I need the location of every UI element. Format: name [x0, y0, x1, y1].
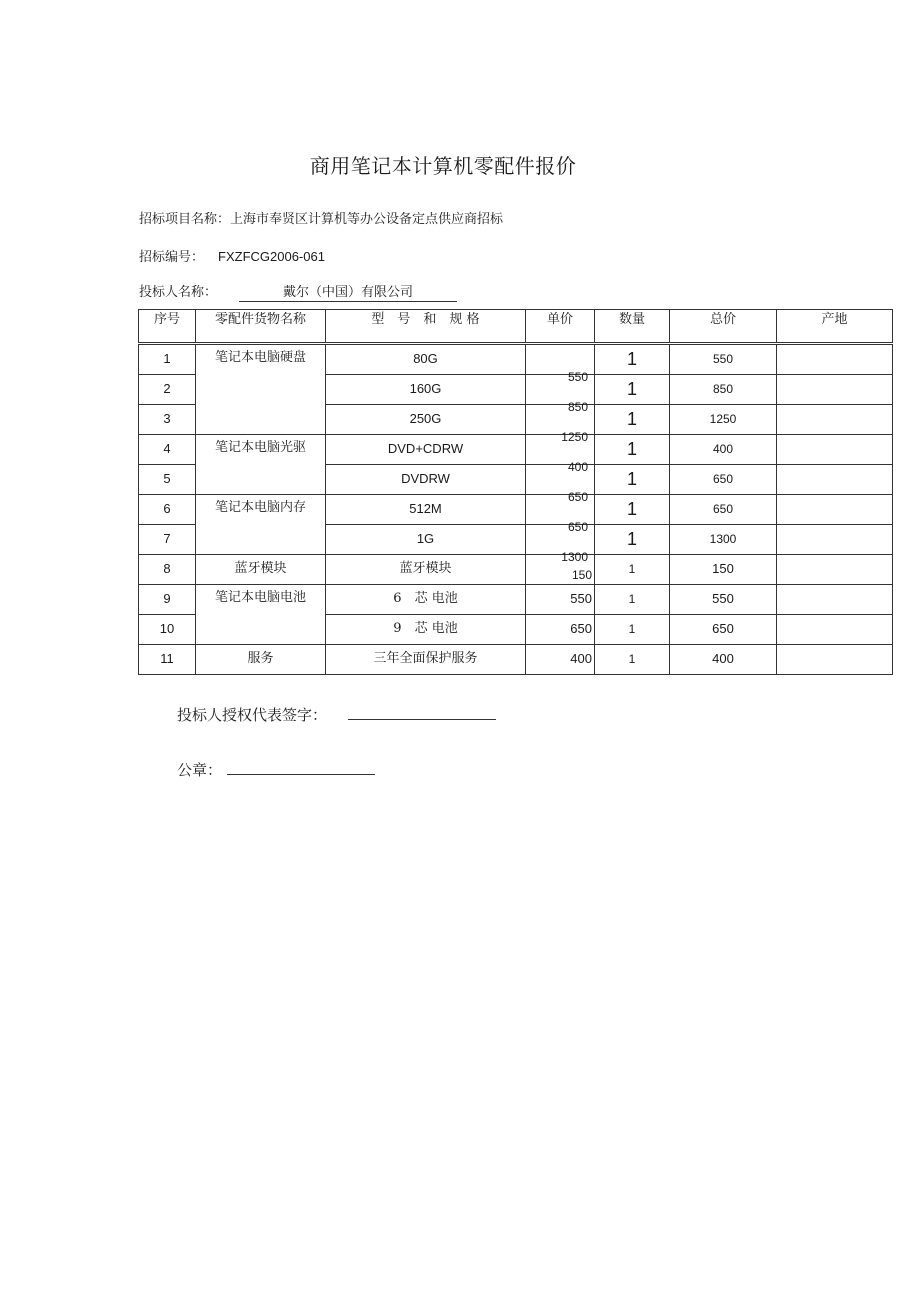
tender-number-label: 招标编号：	[139, 250, 205, 265]
quantity: 1	[595, 585, 670, 615]
row-number: 5	[139, 465, 196, 495]
item-spec: 1G	[326, 525, 526, 555]
seal-label: 公章：	[177, 761, 223, 779]
row-number: 1	[139, 344, 196, 375]
header-quantity: 数量	[595, 310, 670, 344]
row-number: 9	[139, 585, 196, 615]
unit-price-value: 650	[567, 490, 588, 504]
quantity: 1	[595, 645, 670, 675]
header-spec: 型 号 和 规 格	[326, 310, 526, 344]
item-spec: 80G	[326, 344, 526, 375]
item-spec: DVD+CDRW	[326, 435, 526, 465]
origin	[777, 615, 893, 645]
quantity: 1	[595, 344, 670, 375]
row-number: 8	[139, 555, 196, 585]
unit-price-value: 400	[567, 460, 588, 474]
project-line	[139, 208, 503, 227]
origin	[777, 405, 893, 435]
origin	[777, 645, 893, 675]
signature-label: 投标人授权代表签字：	[177, 706, 328, 724]
total-price: 1250	[670, 405, 777, 435]
quantity: 1	[595, 495, 670, 525]
total-price: 400	[670, 435, 777, 465]
header-total: 总价	[670, 310, 777, 344]
table-header-row	[139, 310, 893, 344]
seal-field[interactable]	[227, 760, 375, 775]
bidder-name: 戴尔（中国）有限公司	[239, 281, 457, 302]
item-name: 笔记本电脑硬盘	[196, 344, 326, 435]
row-number: 11	[139, 645, 196, 675]
item-spec: 250G	[326, 405, 526, 435]
bidder-label: 投标人名称：	[139, 285, 218, 300]
signature-field[interactable]	[348, 705, 496, 720]
item-name: 蓝牙模块	[196, 555, 326, 585]
unit-price-value: 650	[567, 520, 588, 534]
quantity: 1	[595, 555, 670, 585]
origin	[777, 525, 893, 555]
origin	[777, 375, 893, 405]
project-label: 招标项目名称：	[139, 212, 231, 227]
table-row	[139, 645, 893, 675]
origin	[777, 465, 893, 495]
quantity: 1	[595, 435, 670, 465]
item-spec: 6 芯 电池	[326, 585, 526, 615]
item-spec: 9 芯 电池	[326, 615, 526, 645]
seal-line	[177, 759, 375, 780]
unit-price	[526, 550, 595, 585]
unit-price-value: 550	[567, 370, 588, 384]
unit-price: 550	[526, 585, 595, 615]
origin	[777, 585, 893, 615]
header-unit-price: 单价	[526, 310, 595, 344]
row-number: 4	[139, 435, 196, 465]
tender-number-line	[139, 246, 325, 265]
row-number: 7	[139, 525, 196, 555]
origin	[777, 555, 893, 585]
total-price: 650	[670, 615, 777, 645]
header-origin: 产地	[777, 310, 893, 344]
total-price: 650	[670, 465, 777, 495]
table-row	[139, 555, 893, 585]
total-price: 550	[670, 585, 777, 615]
table-row	[139, 344, 893, 375]
table-row	[139, 435, 893, 465]
total-price: 1300	[670, 525, 777, 555]
item-name: 服务	[196, 645, 326, 675]
tender-number: FXZFCG2006-061	[218, 249, 325, 264]
quantity: 1	[595, 525, 670, 555]
quantity: 1	[595, 615, 670, 645]
origin	[777, 495, 893, 525]
table-row	[139, 585, 893, 615]
bidder-line	[139, 281, 457, 302]
project-name: 上海市奉贤区计算机等办公设备定点供应商招标	[230, 212, 504, 227]
item-spec: 512M	[326, 495, 526, 525]
item-spec: 三年全面保护服务	[326, 645, 526, 675]
document-title: 商用笔记本计算机零配件报价	[309, 154, 577, 178]
quote-table	[138, 309, 893, 675]
unit-price-value: 850	[567, 400, 588, 414]
row-number: 10	[139, 615, 196, 645]
item-spec: 160G	[326, 375, 526, 405]
total-price: 850	[670, 375, 777, 405]
quantity: 1	[595, 375, 670, 405]
item-spec: 蓝牙模块	[326, 555, 526, 585]
header-no: 序号	[139, 310, 196, 344]
unit-price-value: 1250	[561, 430, 588, 444]
unit-price-value: 150	[571, 567, 592, 582]
unit-price: 650	[526, 615, 595, 645]
row-number: 2	[139, 375, 196, 405]
total-price: 400	[670, 645, 777, 675]
total-price: 550	[670, 344, 777, 375]
total-price: 150	[670, 555, 777, 585]
origin	[777, 344, 893, 375]
total-price: 650	[670, 495, 777, 525]
signature-line	[177, 704, 496, 725]
origin	[777, 435, 893, 465]
quantity: 1	[595, 405, 670, 435]
header-name: 零配件货物名称	[196, 310, 326, 344]
unit-price-value: 1300	[561, 550, 588, 564]
table-row	[139, 495, 893, 525]
quantity: 1	[595, 465, 670, 495]
item-name: 笔记本电脑光驱	[196, 435, 326, 495]
row-number: 3	[139, 405, 196, 435]
row-number: 6	[139, 495, 196, 525]
item-name: 笔记本电脑电池	[196, 585, 326, 645]
item-spec: DVDRW	[326, 465, 526, 495]
unit-price: 400	[526, 645, 595, 675]
item-name: 笔记本电脑内存	[196, 495, 326, 555]
